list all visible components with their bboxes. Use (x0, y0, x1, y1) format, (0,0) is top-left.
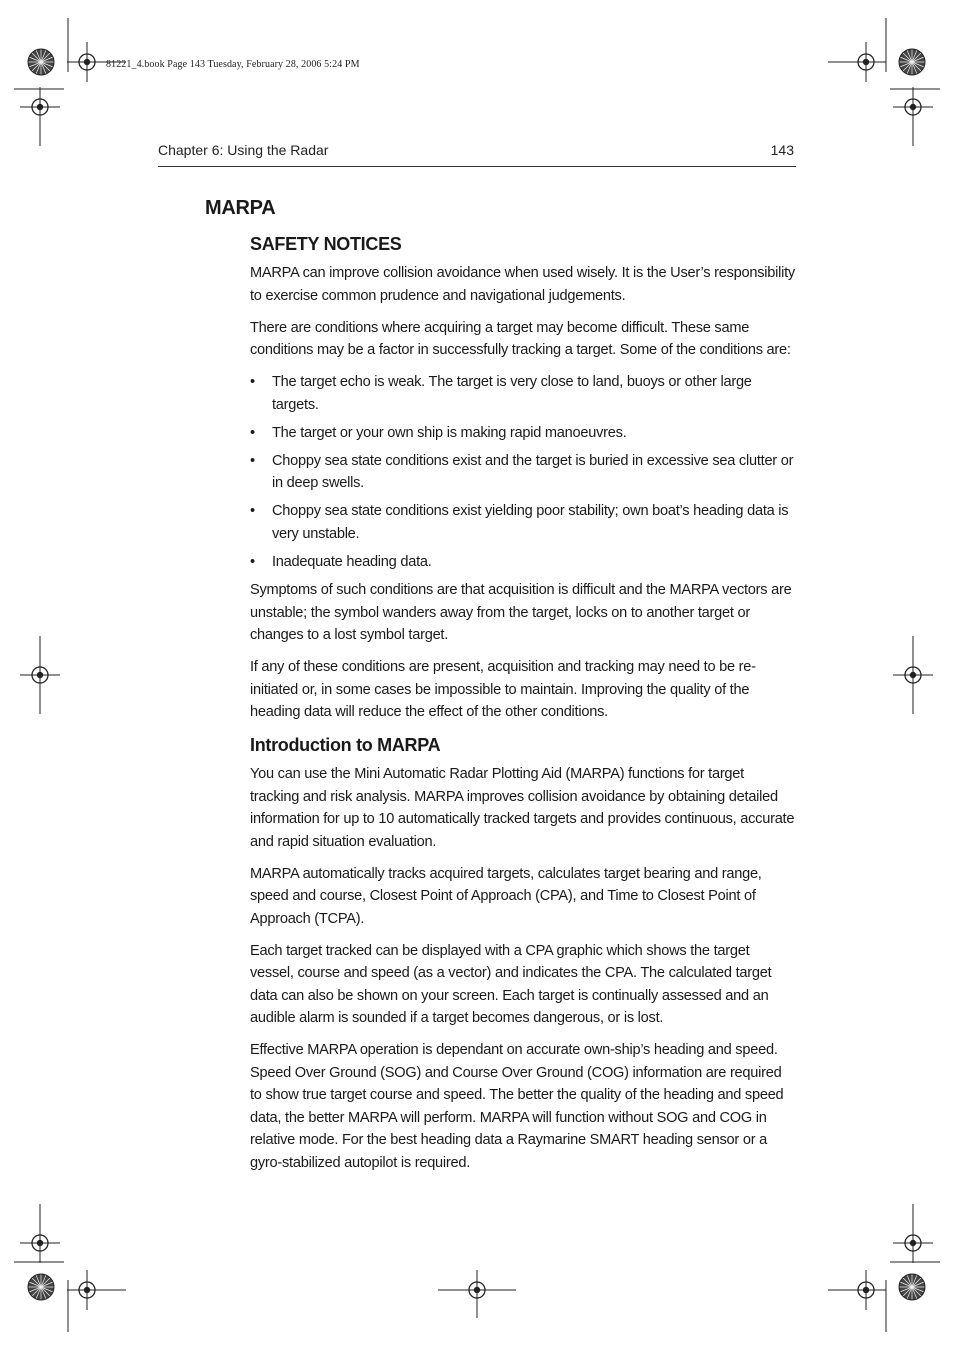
bullet-icon: • (250, 374, 255, 390)
safety-paragraph: MARPA can improve collision avoidance when used wisely. It is the User’s responsibility to exercise common prudence and navigational judgements. (250, 265, 795, 304)
list-item (250, 500, 796, 545)
list-item-text: Choppy sea state conditions exist yielding poor stability; own boat’s heading data is very unstable. (272, 503, 789, 542)
bullet-icon: • (250, 553, 255, 570)
chapter-title: Chapter 6: Using the Radar (158, 142, 329, 158)
page-number: 143 (770, 142, 794, 158)
safety-paragraph: If any of these conditions are present, acquisition and tracking may need to be re-initiated or, in some cases be impossible to maintain. Improving the quality of the heading data will reduce the effect of the other conditions. (250, 659, 756, 720)
safety-paragraph: There are conditions where acquiring a target may become difficult. These same conditions may be a factor in successfully tracking a target. Some of the conditions are: (250, 319, 791, 358)
book-file-info: 81221_4.book Page 143 Tuesday, February 28, 2006 5:24 PM (106, 59, 360, 70)
list-item (250, 450, 796, 495)
intro-paragraph: Effective MARPA operation is dependant on accurate own-ship’s heading and speed. Speed Over Ground (SOG) and Course Over Ground (COG) information are required to show true target course and speed. The better the quality of the heading and speed data, the better MARPA will perform. MARPA will function without SOG and COG in relative mode. For the best heading data a Raymarine SMART heading sensor or a gyro-stabilized autopilot is required. (250, 1042, 784, 1171)
list-item-text: The target echo is weak. The target is very close to land, buoys or other large targets. (272, 374, 752, 413)
list-item-text: The target or your own ship is making rapid manoeuvres. (272, 424, 627, 441)
list-item (250, 551, 796, 574)
intro-paragraph: Each target tracked can be displayed with a CPA graphic which shows the target vessel, course and speed (as a vector) and indicates the CPA. The calculated target data can also be shown on your screen. Each target is continually assessed and an audible alarm is sounded if a target becomes dangerous, or is lost. (250, 942, 772, 1026)
list-item (250, 422, 796, 445)
page-body (250, 232, 796, 1184)
bullet-icon: • (250, 424, 255, 441)
intro-paragraph: MARPA automatically tracks acquired targets, calculates target bearing and range, speed and course, Closest Point of Approach (CPA), and Time to Closest Point of Approach (TCPA). (250, 865, 762, 927)
list-item-text: Choppy sea state conditions exist and the target is buried in excessive sea clutter or in deep swells. (272, 452, 794, 491)
bullet-icon: • (250, 503, 255, 519)
bullet-icon: • (250, 452, 255, 469)
introduction-heading: Introduction to MARPA (250, 735, 441, 755)
list-item-text: Inadequate heading data. (272, 553, 432, 570)
section-title: MARPA (205, 197, 276, 219)
safety-paragraph: Symptoms of such conditions are that acquisition is difficult and the MARPA vectors are unstable; the symbol wanders away from the target, locks on to another target or changes to a lost symbol target. (250, 582, 792, 643)
safety-notices-heading: SAFETY NOTICES (250, 234, 402, 254)
list-item (250, 371, 796, 416)
intro-paragraph: You can use the Mini Automatic Radar Plotting Aid (MARPA) functions for target tracking and risk analysis. MARPA improves collision avoidance by obtaining detailed information for up to 10 automatically tracked targets and provides continuous, accurate and rapid situation evaluation. (250, 766, 795, 850)
header-rule (158, 166, 796, 167)
conditions-list (250, 371, 796, 573)
